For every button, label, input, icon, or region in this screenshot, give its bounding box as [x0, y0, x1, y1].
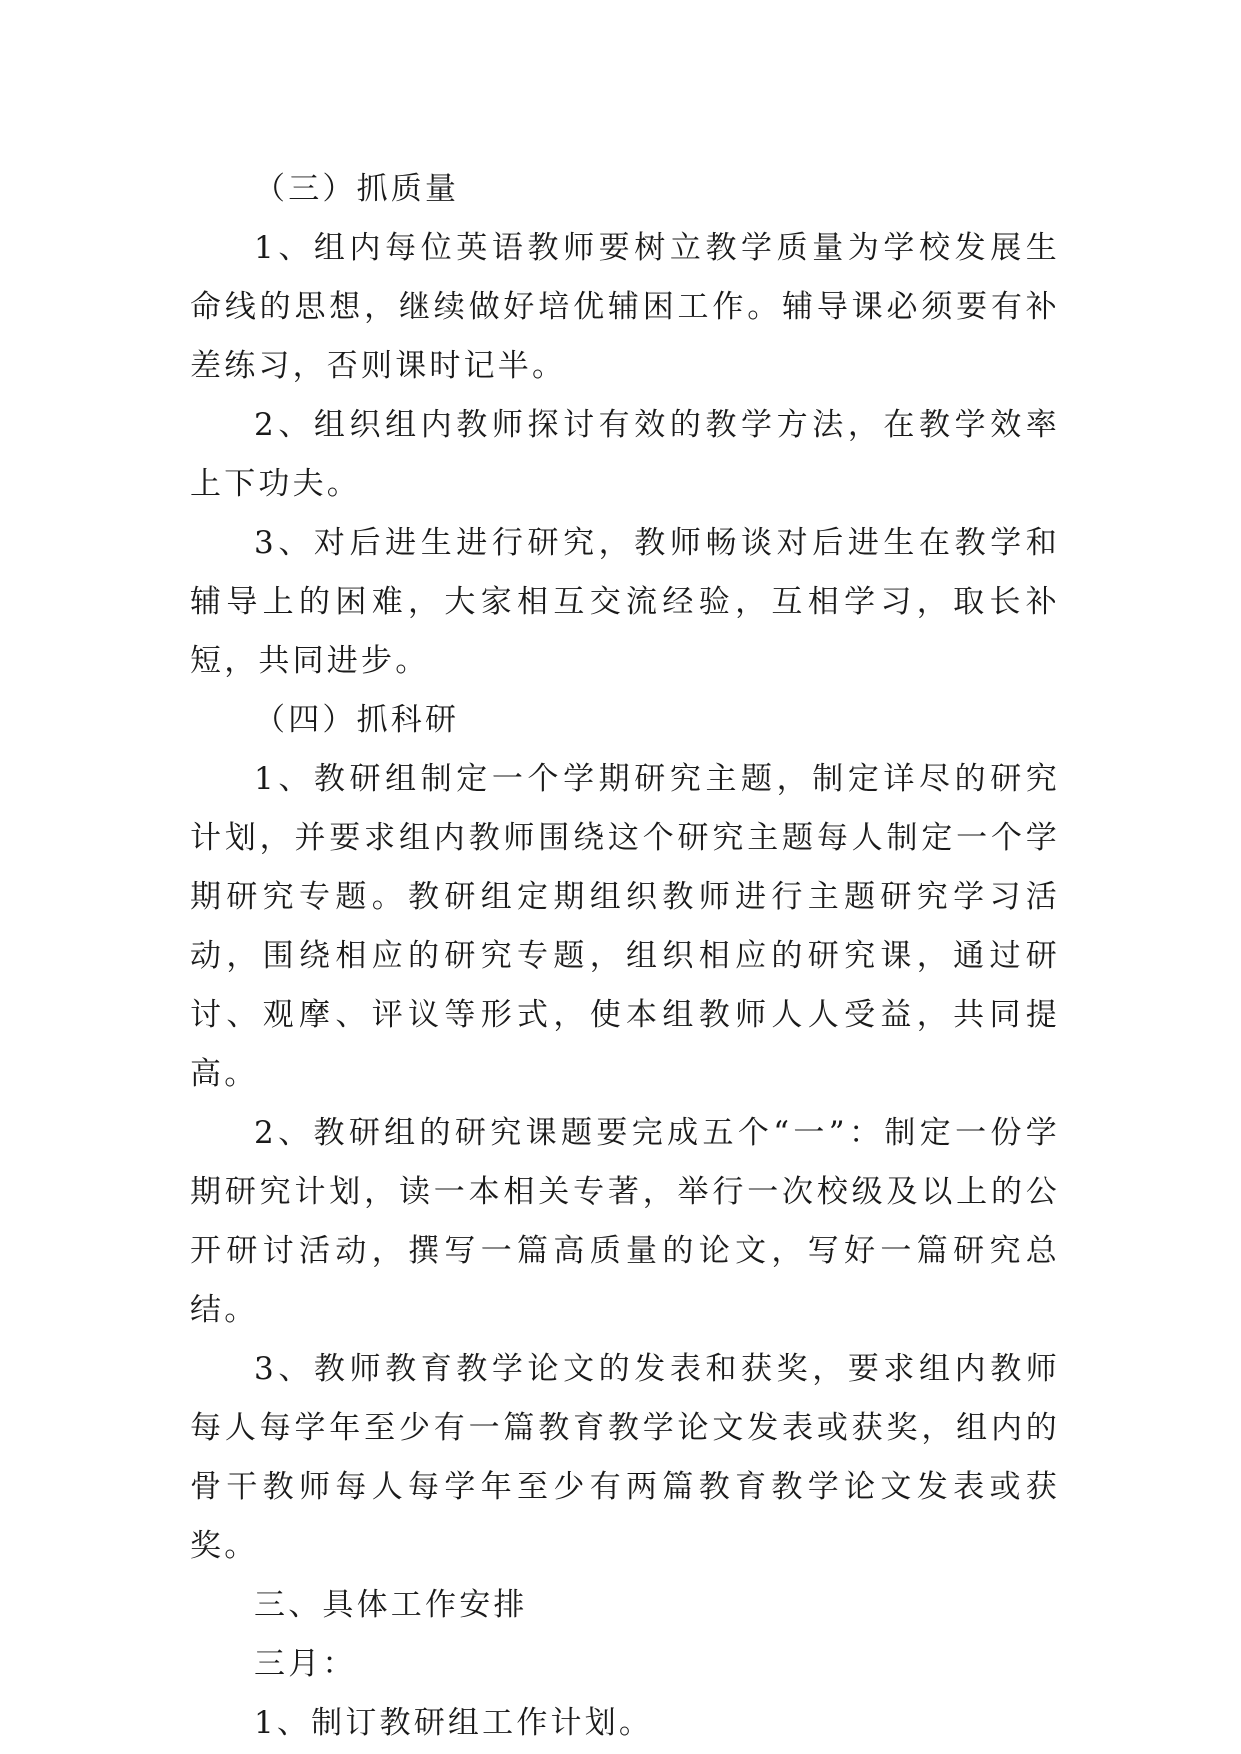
paragraph-quality-1: 1、组内每位英语教师要树立教学质量为学校发展生命线的思想，继续做好培优辅困工作。辅导课必须要有补差练习，否则课时记半。: [190, 230, 1060, 384]
section-heading-schedule: 三、具体工作安排: [254, 1587, 528, 1623]
paragraph-research-3: 3、教师教育教学论文的发表和获奖，要求组内教师每人每学年至少有一篇教育教学论文发表或获奖，组内的骨干教师每人每学年至少有两篇教育教学论文发表或获奖。: [190, 1351, 1060, 1564]
paragraph-research-2: 2、教研组的研究课题要完成五个“一”：制定一份学期研究计划，读一本相关专著，举行一次校级及以上的公开研讨活动，撰写一篇高质量的论文，写好一篇研究总结。: [190, 1115, 1060, 1328]
document-page: [190, 160, 1060, 1753]
paragraph-research-1: 1、教研组制定一个学期研究主题，制定详尽的研究计划，并要求组内教师围绕这个研究主题每人制定一个学期研究专题。教研组定期组织教师进行主题研究学习活动，围绕相应的研究专题，组织相应的研究课，通过研讨、观摩、评议等形式，使本组教师人人受益，共同提高。: [190, 761, 1060, 1092]
paragraph-quality-2: 2、组织组内教师探讨有效的教学方法，在教学效率上下功夫。: [190, 407, 1060, 502]
paragraph-quality-3: 3、对后进生进行研究，教师畅谈对后进生在教学和辅导上的困难，大家相互交流经验，互相学习，取长补短，共同进步。: [190, 525, 1060, 679]
month-heading-march: 三月：: [254, 1646, 357, 1682]
section-heading-research: （四）抓科研: [254, 702, 460, 738]
section-heading-quality: （三）抓质量: [254, 171, 460, 207]
paragraph-march-1: 1、制订教研组工作计划。: [254, 1705, 654, 1741]
